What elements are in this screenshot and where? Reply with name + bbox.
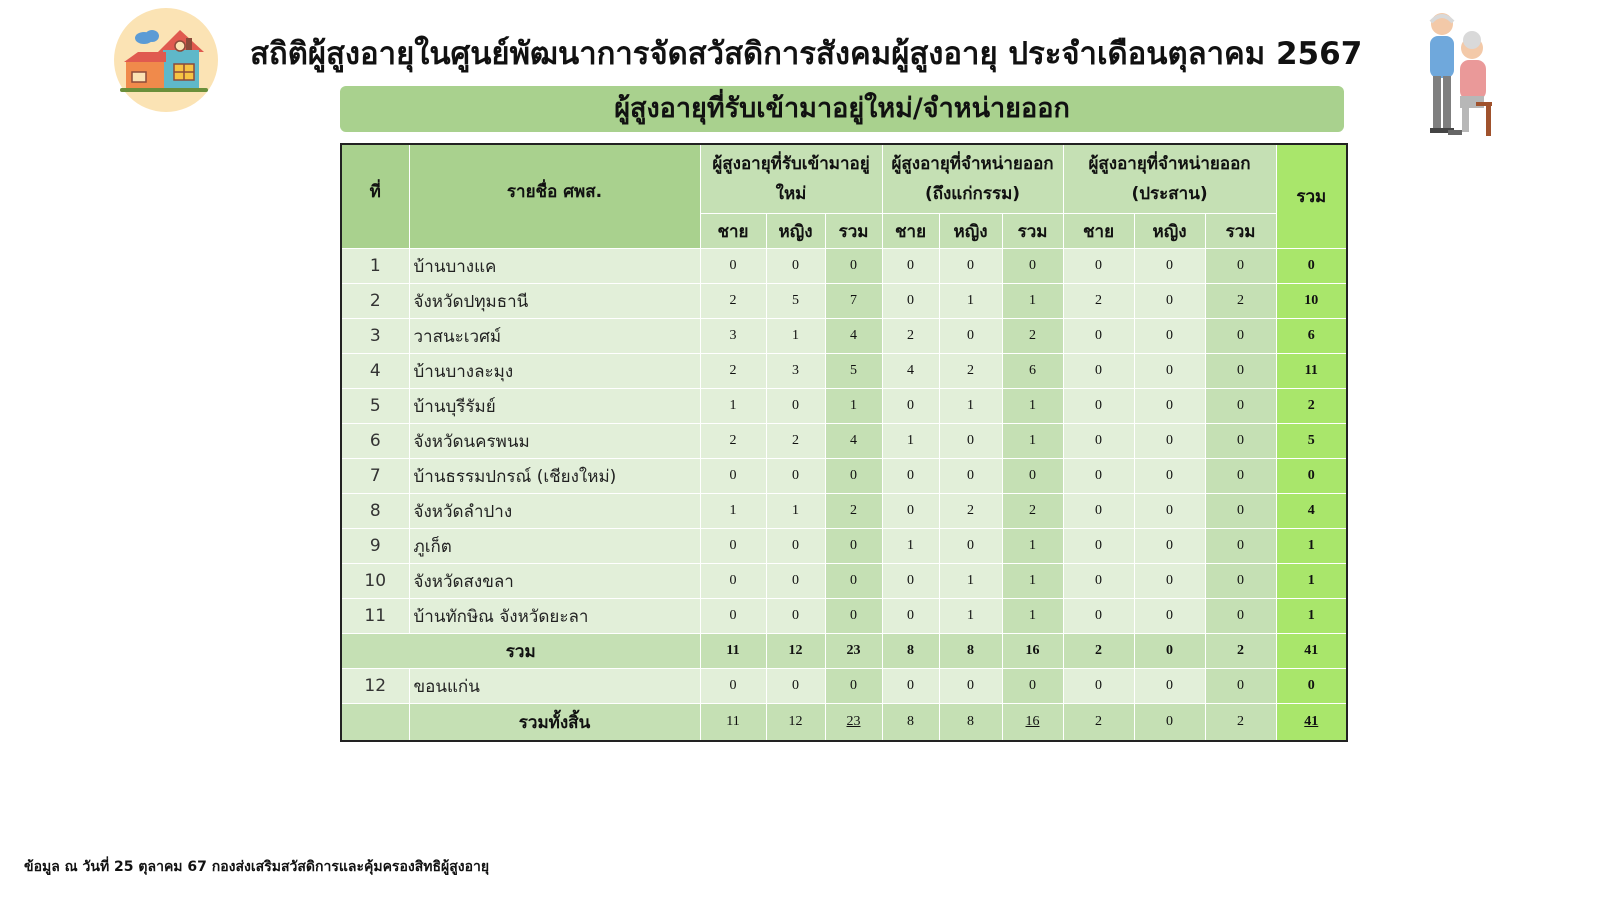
table-row	[341, 529, 1347, 564]
value-cell: 1	[700, 389, 766, 424]
row-number: 4	[341, 354, 409, 389]
total-cell: 8	[939, 634, 1002, 669]
value-cell: 2	[1002, 319, 1063, 354]
value-cell: 1	[939, 599, 1002, 634]
value-cell: 0	[1134, 599, 1205, 634]
row-total-cell: 1	[1276, 529, 1347, 564]
value-cell: 0	[1205, 389, 1276, 424]
value-cell: 1	[939, 284, 1002, 319]
row-number: 11	[341, 599, 409, 634]
sub-header-male: ชาย	[700, 214, 766, 249]
value-cell: 0	[1205, 564, 1276, 599]
value-cell: 0	[1063, 424, 1134, 459]
row-number: 2	[341, 284, 409, 319]
value-cell: 0	[825, 599, 882, 634]
value-cell: 2	[700, 284, 766, 319]
table-body	[341, 249, 1347, 742]
value-cell: 0	[1063, 389, 1134, 424]
total-cell: 2	[1205, 704, 1276, 742]
row-number: 7	[341, 459, 409, 494]
footer-note: ข้อมูล ณ วันที่ 25 ตุลาคม 67 กองส่งเสริมสวัสดิการและคุ้มครองสิทธิผู้สูงอายุ	[24, 859, 490, 875]
center-name: บ้านบุรีรัมย์	[409, 389, 700, 424]
value-cell: 1	[825, 389, 882, 424]
col-header-no: ที่	[341, 144, 409, 249]
row-total-cell: 5	[1276, 424, 1347, 459]
total-cell: 12	[766, 634, 825, 669]
center-name: บ้านบางละมุง	[409, 354, 700, 389]
statistics-table	[340, 143, 1348, 742]
value-cell: 0	[1134, 529, 1205, 564]
value-cell: 0	[882, 284, 939, 319]
value-cell: 0	[700, 249, 766, 284]
col-group-deceased: ผู้สูงอายุที่จำหน่ายออก (ถึงแก่กรรม)	[882, 144, 1063, 214]
total-cell: 8	[939, 704, 1002, 742]
table-row	[341, 599, 1347, 634]
subtotal-row	[341, 634, 1347, 669]
value-cell: 3	[700, 319, 766, 354]
house-icon	[114, 8, 218, 112]
value-cell: 0	[1205, 669, 1276, 704]
subtotal-label: รวม	[341, 634, 700, 669]
grand-total-label: รวมทั้งสิ้น	[409, 704, 700, 742]
value-cell: 1	[766, 319, 825, 354]
total-cell: 0	[1134, 634, 1205, 669]
sub-header-sum: รวม	[1002, 214, 1063, 249]
value-cell: 1	[1002, 599, 1063, 634]
table-row	[341, 354, 1347, 389]
value-cell: 0	[1134, 459, 1205, 494]
value-cell: 2	[939, 494, 1002, 529]
row-number: 5	[341, 389, 409, 424]
value-cell: 7	[825, 284, 882, 319]
row-total-cell: 6	[1276, 319, 1347, 354]
col-group-new: ผู้สูงอายุที่รับเข้ามาอยู่ใหม่	[700, 144, 882, 214]
col-header-name: รายชื่อ ศพส.	[409, 144, 700, 249]
col-group-transfer: ผู้สูงอายุที่จำหน่ายออก (ประสาน)	[1063, 144, 1276, 214]
row-total-cell: 10	[1276, 284, 1347, 319]
center-name: ภูเก็ต	[409, 529, 700, 564]
page-title: สถิติผู้สูงอายุในศูนย์พัฒนาการจัดสวัสดิการสังคมผู้สูงอายุ ประจำเดือนตุลาคม 2567	[250, 36, 1363, 72]
row-total-cell: 0	[1276, 459, 1347, 494]
value-cell: 1	[700, 494, 766, 529]
value-cell: 2	[700, 424, 766, 459]
total-value: 41	[1304, 714, 1319, 729]
row-total-cell: 2	[1276, 389, 1347, 424]
value-cell: 1	[939, 564, 1002, 599]
value-cell: 0	[1063, 249, 1134, 284]
table-row	[341, 389, 1347, 424]
value-cell: 0	[766, 564, 825, 599]
value-cell: 0	[766, 669, 825, 704]
value-cell: 0	[882, 564, 939, 599]
value-cell: 0	[700, 564, 766, 599]
value-cell: 1	[882, 529, 939, 564]
value-cell: 0	[1205, 249, 1276, 284]
value-cell: 0	[766, 459, 825, 494]
total-cell: 8	[882, 634, 939, 669]
value-cell: 0	[766, 599, 825, 634]
value-cell: 0	[939, 529, 1002, 564]
sub-header-sum: รวม	[825, 214, 882, 249]
value-cell: 0	[1205, 494, 1276, 529]
value-cell: 0	[1063, 459, 1134, 494]
section-banner: ผู้สูงอายุที่รับเข้ามาอยู่ใหม่/จำหน่ายออก	[340, 86, 1344, 132]
value-cell: 0	[939, 424, 1002, 459]
value-cell: 0	[1205, 459, 1276, 494]
sub-header-sum: รวม	[1205, 214, 1276, 249]
sub-header-female: หญิง	[1134, 214, 1205, 249]
table-row	[341, 669, 1347, 704]
value-cell: 0	[1063, 564, 1134, 599]
value-cell: 3	[766, 354, 825, 389]
value-cell: 1	[939, 389, 1002, 424]
table-row	[341, 249, 1347, 284]
value-cell: 4	[825, 319, 882, 354]
center-name: บ้านธรรมปกรณ์ (เชียงใหม่)	[409, 459, 700, 494]
value-cell: 2	[825, 494, 882, 529]
grand-total-row	[341, 704, 1347, 742]
sub-header-female: หญิง	[766, 214, 825, 249]
value-cell: 0	[939, 319, 1002, 354]
total-cell: 11	[700, 634, 766, 669]
total-cell: 23	[825, 634, 882, 669]
value-cell: 0	[882, 459, 939, 494]
value-cell: 2	[1002, 494, 1063, 529]
row-total-cell: 1	[1276, 599, 1347, 634]
col-header-total: รวม	[1276, 144, 1347, 249]
value-cell: 5	[766, 284, 825, 319]
row-total-cell: 0	[1276, 249, 1347, 284]
value-cell: 2	[700, 354, 766, 389]
table-row	[341, 564, 1347, 599]
row-total-cell: 11	[1276, 354, 1347, 389]
total-cell: 12	[766, 704, 825, 742]
value-cell: 0	[882, 494, 939, 529]
total-value: 23	[846, 714, 861, 729]
value-cell: 0	[939, 249, 1002, 284]
grand-total-cell: 41	[1276, 634, 1347, 669]
value-cell: 1	[1002, 284, 1063, 319]
row-number: 9	[341, 529, 409, 564]
value-cell: 0	[1205, 424, 1276, 459]
table-row	[341, 319, 1347, 354]
value-cell: 4	[882, 354, 939, 389]
value-cell: 4	[825, 424, 882, 459]
sub-header-female: หญิง	[939, 214, 1002, 249]
value-cell: 0	[766, 249, 825, 284]
elderly-couple-icon	[1420, 8, 1500, 143]
center-name: จังหวัดสงขลา	[409, 564, 700, 599]
sub-header-male: ชาย	[882, 214, 939, 249]
value-cell: 0	[1134, 249, 1205, 284]
value-cell: 0	[825, 529, 882, 564]
table-row	[341, 459, 1347, 494]
center-name: ขอนแก่น	[409, 669, 700, 704]
sub-header-male: ชาย	[1063, 214, 1134, 249]
value-cell: 0	[1134, 669, 1205, 704]
value-cell: 0	[882, 669, 939, 704]
blank-cell	[341, 704, 409, 742]
table-row	[341, 424, 1347, 459]
value-cell: 0	[1063, 354, 1134, 389]
row-total-cell: 4	[1276, 494, 1347, 529]
total-value: 16	[1025, 714, 1040, 729]
total-cell: 0	[1134, 704, 1205, 742]
value-cell: 0	[825, 459, 882, 494]
value-cell: 0	[825, 249, 882, 284]
row-number: 10	[341, 564, 409, 599]
value-cell: 0	[882, 389, 939, 424]
value-cell: 0	[1205, 354, 1276, 389]
value-cell: 0	[1063, 529, 1134, 564]
value-cell: 0	[939, 669, 1002, 704]
center-name: จังหวัดนครพนม	[409, 424, 700, 459]
table-row	[341, 494, 1347, 529]
value-cell: 0	[700, 669, 766, 704]
value-cell: 0	[1134, 564, 1205, 599]
value-cell: 0	[700, 459, 766, 494]
total-cell: 2	[1063, 634, 1134, 669]
value-cell: 0	[766, 389, 825, 424]
value-cell: 5	[825, 354, 882, 389]
row-number: 1	[341, 249, 409, 284]
value-cell: 0	[1134, 319, 1205, 354]
center-name: บ้านบางแค	[409, 249, 700, 284]
value-cell: 0	[1205, 599, 1276, 634]
total-cell: 11	[700, 704, 766, 742]
value-cell: 0	[1134, 354, 1205, 389]
value-cell: 1	[1002, 529, 1063, 564]
table-row	[341, 284, 1347, 319]
value-cell: 6	[1002, 354, 1063, 389]
value-cell: 0	[825, 669, 882, 704]
value-cell: 0	[766, 529, 825, 564]
value-cell: 0	[1134, 424, 1205, 459]
value-cell: 0	[825, 564, 882, 599]
value-cell: 2	[1205, 284, 1276, 319]
value-cell: 2	[882, 319, 939, 354]
row-number: 6	[341, 424, 409, 459]
value-cell: 0	[1063, 669, 1134, 704]
value-cell: 1	[1002, 424, 1063, 459]
value-cell: 0	[1002, 669, 1063, 704]
value-cell: 0	[882, 249, 939, 284]
value-cell: 0	[1063, 319, 1134, 354]
center-name: บ้านทักษิณ จังหวัดยะลา	[409, 599, 700, 634]
value-cell: 2	[1063, 284, 1134, 319]
value-cell: 0	[1002, 459, 1063, 494]
value-cell: 0	[1134, 494, 1205, 529]
row-number: 12	[341, 669, 409, 704]
value-cell: 0	[1205, 319, 1276, 354]
row-total-cell: 0	[1276, 669, 1347, 704]
value-cell: 2	[766, 424, 825, 459]
total-cell: 8	[882, 704, 939, 742]
value-cell: 0	[700, 529, 766, 564]
center-name: จังหวัดลำปาง	[409, 494, 700, 529]
center-name: วาสนะเวศม์	[409, 319, 700, 354]
total-cell: 2	[1063, 704, 1134, 742]
value-cell: 0	[1002, 249, 1063, 284]
value-cell: 1	[882, 424, 939, 459]
value-cell: 0	[1063, 599, 1134, 634]
value-cell: 0	[939, 459, 1002, 494]
total-cell: 16	[1002, 634, 1063, 669]
row-total-cell: 1	[1276, 564, 1347, 599]
value-cell: 0	[700, 599, 766, 634]
center-name: จังหวัดปทุมธานี	[409, 284, 700, 319]
value-cell: 0	[1063, 494, 1134, 529]
value-cell: 1	[1002, 564, 1063, 599]
row-number: 8	[341, 494, 409, 529]
total-cell	[1002, 704, 1063, 742]
value-cell: 0	[1134, 389, 1205, 424]
grand-total-cell	[1276, 704, 1347, 742]
value-cell: 2	[939, 354, 1002, 389]
value-cell: 0	[1205, 529, 1276, 564]
row-number: 3	[341, 319, 409, 354]
value-cell: 0	[1134, 284, 1205, 319]
total-cell: 2	[1205, 634, 1276, 669]
value-cell: 1	[1002, 389, 1063, 424]
total-cell	[825, 704, 882, 742]
value-cell: 0	[882, 599, 939, 634]
value-cell: 1	[766, 494, 825, 529]
